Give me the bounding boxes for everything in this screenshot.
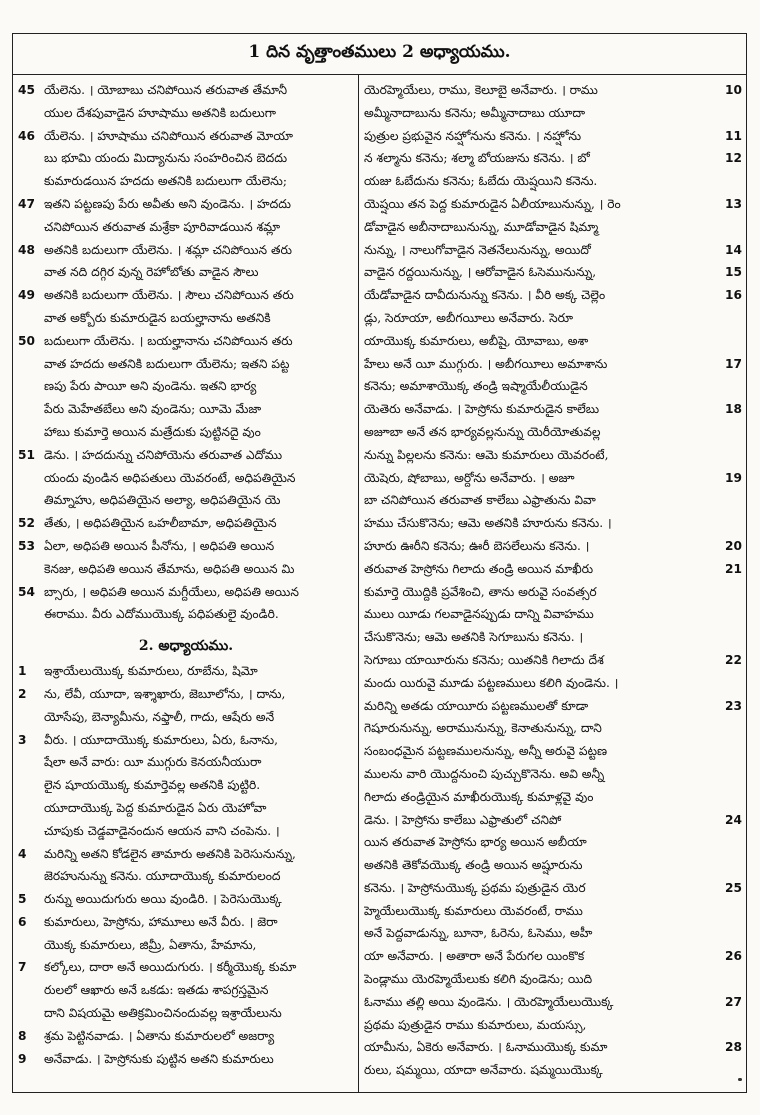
verse-line xyxy=(18,330,354,353)
verse-number xyxy=(18,774,40,797)
verse-line xyxy=(18,421,354,444)
verse-text: వీరు. । యూదాయొక్క కుమారులు, ఏరు, ఓనాను, xyxy=(44,732,278,747)
verse-line xyxy=(364,1059,742,1082)
verse-number: 22 xyxy=(725,652,742,667)
verse-text: పేరు మెహేతబేలు అని వుండెను; యీమె మేజా xyxy=(44,402,262,417)
verse-number xyxy=(18,797,40,820)
verse-number: 54 xyxy=(18,584,35,599)
verse-number xyxy=(722,512,742,535)
verse-text: యా అనేవారు. । అతారా అనే పేరుగల యింకొక xyxy=(364,949,585,964)
verse-number xyxy=(722,421,742,444)
verse-number: 15 xyxy=(725,265,742,280)
verse-text: డోవాడైన అబీనాదాబునున్ను, మూడోవాడైన షిమ్మా xyxy=(364,219,599,234)
verse-line xyxy=(18,125,354,148)
verse-number xyxy=(18,489,40,512)
verse-line xyxy=(364,467,742,490)
verse-number xyxy=(18,375,40,398)
verse-text: ఏలా, అధిపతి అయిన పీనోను, । అధిపతి అయిన xyxy=(44,538,275,553)
verse-text: కనెను. । హెస్రోనుయొక్క ప్రథమ పుత్రుడైన యెర xyxy=(364,880,586,895)
verse-number xyxy=(18,398,40,421)
verse-number xyxy=(722,216,742,239)
verse-line xyxy=(18,603,354,626)
verse-line xyxy=(364,239,742,262)
verse-line xyxy=(18,512,354,535)
left-column xyxy=(18,79,354,1089)
verse-number: 46 xyxy=(18,128,35,143)
verse-number xyxy=(722,672,742,695)
verse-line xyxy=(18,683,354,706)
verse-text: డెను. । హదదున్ను చనిపోయెను తరువాత ఎదోము xyxy=(44,447,283,462)
verse-line xyxy=(364,170,742,193)
verse-text: కుమార్తె యొద్దికి ప్రవేశించి, తాను అరువై సంవత్సర xyxy=(364,584,597,599)
verse-number xyxy=(18,307,40,330)
verse-number xyxy=(722,717,742,740)
verse-number xyxy=(722,444,742,467)
verse-text: చేసుకొనెను; ఆమె అతనికి సెగూబును కనెను. । xyxy=(364,630,584,645)
verse-number: 10 xyxy=(725,83,742,97)
verse-text: గిలాదు తండ్రియైన మాఖీరుయొక్క కుమాళ్లవై వుం xyxy=(364,789,594,804)
verse-line xyxy=(364,535,742,558)
verse-text: అనే పెద్దవాడున్ను, బూనా, ఓరెను, ఓసెము, అహీ xyxy=(364,926,593,941)
verse-text: దాని విషయమై అతిక్రమించినందువల్ల ఇశ్రాయేలును xyxy=(44,1006,282,1021)
verse-text: ఇశ్రాయేలుయొక్క కుమారులు, రూబేను, షిమో xyxy=(44,664,258,679)
verse-number: 23 xyxy=(725,698,742,713)
verse-line xyxy=(364,831,742,854)
verse-text: వాడైన రద్దయినున్ను, । ఆరోవాడైన ఓసెమునున్ను, xyxy=(364,265,597,280)
verse-number: 17 xyxy=(725,356,742,371)
verse-number: 1 xyxy=(18,664,27,679)
verse-line xyxy=(18,1048,354,1071)
verse-text: వాత నది దగ్గిర వున్న రెహోబోతు వాడైన సౌలు xyxy=(44,265,259,280)
verse-number xyxy=(18,467,40,490)
verse-text: వాత హదదు అతనికి బదులుగా యేలెను; ఇతని పట్ట xyxy=(44,356,290,371)
verse-text: గెషూరునున్ను, అరామునున్ను, కెనాతునున్ను, దాని xyxy=(364,721,602,736)
verse-text: సంబంధమైన పట్టణములనున్ను, అన్నీ అరువై పట్టణ xyxy=(364,744,608,759)
verse-number: 13 xyxy=(725,196,742,211)
verse-line xyxy=(18,353,354,376)
verse-text: అతనికి బదులుగా యేలెను. । శమ్లా చనిపోయిన తరు xyxy=(44,242,292,257)
verse-number xyxy=(18,147,40,170)
verse-line xyxy=(18,581,354,604)
verse-number: 24 xyxy=(725,812,742,827)
verse-text: ను, లేవీ, యూదా, ఇశ్శాఖారు, జెబూలోను, । దాను, xyxy=(44,686,286,701)
verse-line xyxy=(364,102,742,125)
verse-text: పెండ్లాము యెరహ్మెయేలుకు కలిగి వుండెను; యిది xyxy=(364,972,593,987)
verse-number: 52 xyxy=(18,516,35,531)
verse-line xyxy=(364,444,742,467)
verse-line xyxy=(18,79,354,102)
verse-text: మందు యిరువై మూడు పట్టణములు కలిగి వుండెను. । xyxy=(364,675,619,690)
verse-text: నున్ను పిల్లలను కనెను: ఆమె కుమారులు యెవరంటే, xyxy=(364,447,609,462)
verse-number xyxy=(18,979,40,1002)
verse-number xyxy=(722,307,742,330)
verse-line xyxy=(364,307,742,330)
verse-line xyxy=(18,239,354,262)
verse-line xyxy=(364,603,742,626)
verse-line xyxy=(364,717,742,740)
verse-text: మరిన్ని అతని కోడలైన తామారు అతనికి పెరెసునున్ను, xyxy=(44,846,296,861)
verse-line xyxy=(18,102,354,125)
verse-text: అజూబా అనే తన భార్యవల్లనున్ను యెరీయోతువల్ల xyxy=(364,424,601,439)
verse-number: 49 xyxy=(18,288,35,303)
verse-number xyxy=(18,421,40,444)
verse-number xyxy=(722,968,742,991)
verse-number xyxy=(722,603,742,626)
verse-number xyxy=(722,581,742,604)
verse-number: 14 xyxy=(725,242,742,257)
verse-line xyxy=(364,695,742,718)
verse-text: డెను. । హెస్రోను కాలేబు ఎఫ్రాతులో చనిపో xyxy=(364,812,562,827)
verse-line xyxy=(364,193,742,216)
verse-text: అమ్మీనాదాబును కనెను; అమ్మీనాదాబు యూదా xyxy=(364,105,586,120)
verse-text: ఇతని పట్టణపు పేరు అవీతు అని వుండెను. । హదదు xyxy=(44,196,292,211)
verse-text: హము చేసుకొనెను; ఆమె అతనికి హూరును కనెను. । xyxy=(364,516,612,531)
verse-line xyxy=(18,444,354,467)
verse-text: శ్రమ పెట్టినవాడు. । ఏతాను కుమారులలో అజర్యా xyxy=(44,1028,275,1043)
verse-text: యెషెరు, షోబాబు, అర్దోను అనేవారు. । అజూ xyxy=(364,470,575,485)
verse-line xyxy=(18,398,354,421)
verse-number: 20 xyxy=(725,538,742,553)
verse-line xyxy=(18,170,354,193)
verse-line xyxy=(18,797,354,820)
verse-line xyxy=(18,956,354,979)
verse-line xyxy=(18,216,354,239)
verse-line xyxy=(364,581,742,604)
verse-number: 27 xyxy=(725,994,742,1009)
verse-line xyxy=(18,843,354,866)
verse-line xyxy=(364,330,742,353)
verse-number xyxy=(722,626,742,649)
column-divider xyxy=(358,75,359,1093)
verse-line xyxy=(364,877,742,900)
verse-number xyxy=(18,820,40,843)
verse-text: యేలెను. । యోబాబు చనిపోయిన తరువాత తేమానీ xyxy=(44,83,288,97)
verse-line xyxy=(18,261,354,284)
verse-line xyxy=(364,945,742,968)
verse-number: 16 xyxy=(725,288,742,303)
verse-line xyxy=(364,353,742,376)
verse-text: యిన తరువాత హెస్రోను భార్య అయిన అబీయా xyxy=(364,835,587,850)
verse-text: ప్రథమ పుత్రుడైన రాము కుమారులు, మయస్సు, xyxy=(364,1017,587,1032)
verse-text: యూదాయొక్క పెద్ద కుమారుడైన ఏరు యెహోవా xyxy=(44,800,267,815)
verse-number xyxy=(18,558,40,581)
verse-line xyxy=(364,991,742,1014)
verse-number: 48 xyxy=(18,242,35,257)
verse-number xyxy=(722,740,742,763)
right-column xyxy=(364,79,742,1089)
verse-line xyxy=(364,922,742,945)
verse-number xyxy=(18,934,40,957)
chapter-heading: 2. అధ్యాయము. xyxy=(138,638,234,655)
verse-line xyxy=(18,865,354,888)
verse-text: కల్కోలు, దారా అనే అయిదుగురు. । కర్మీయొక్క కుమా xyxy=(44,960,297,975)
verse-text: బ్సారు, । అధిపతి అయిన మగ్దీయేలు, అధిపతి అయిన xyxy=(44,584,299,599)
verse-line xyxy=(364,672,742,695)
verse-line xyxy=(364,79,742,102)
verse-number: 45 xyxy=(18,83,35,97)
verse-line xyxy=(364,375,742,398)
verse-line xyxy=(18,706,354,729)
verse-line xyxy=(364,626,742,649)
verse-number xyxy=(18,261,40,284)
verse-text: ములను వారి యొద్దనుంచి పుచ్చుకొనెను. అవి అన్నీ xyxy=(364,766,605,781)
verse-text: తిమ్నాహు, అధిపతియైన అల్యా, అధిపతియైన యె xyxy=(44,493,281,508)
verse-line xyxy=(364,968,742,991)
verse-number: 26 xyxy=(725,949,742,964)
verse-number xyxy=(722,330,742,353)
verse-number: 28 xyxy=(725,1040,742,1055)
verse-line xyxy=(18,1025,354,1048)
verse-line xyxy=(364,900,742,923)
verse-number xyxy=(18,353,40,376)
verse-number xyxy=(18,751,40,774)
verse-line xyxy=(364,786,742,809)
verse-line xyxy=(364,398,742,421)
verse-line xyxy=(364,649,742,672)
verse-number xyxy=(18,1002,40,1025)
verse-text: యామీను, ఏకెరు అనేవారు. । ఓనాముయొక్క కుమా xyxy=(364,1040,608,1055)
verse-line xyxy=(364,261,742,284)
verse-line xyxy=(18,888,354,911)
verse-text: లైన షూయయొక్క కుమార్తెవల్ల అతనికి పుట్టిరి. xyxy=(44,778,261,793)
verse-line xyxy=(364,854,742,877)
verse-line xyxy=(18,467,354,490)
verse-text: డ్లు, సెరూయా, అబీగయీలు అనేవారు. సెరూ xyxy=(364,310,574,325)
verse-text: పుత్రుల ప్రభువైన నహ్షోనును కనెను. । నహ్షోను xyxy=(364,128,582,143)
verse-text: కుమారుడయిన హదదు అతనికి బదులుగా యేలెను; xyxy=(44,174,287,189)
verse-line xyxy=(18,489,354,512)
verse-line xyxy=(18,375,354,398)
verse-text: ఈరాము. వీరు ఎదోముయొక్క పధిపతులై వుండిరి. xyxy=(44,607,279,622)
verse-line xyxy=(18,660,354,683)
verse-line xyxy=(18,774,354,797)
verse-number: 12 xyxy=(725,151,742,166)
verse-text: చూపుకు చెడ్డవాడైనందున ఆయన వాని చంపెను. । xyxy=(44,823,280,838)
verse-text: హూరు ఊరీని కనెను; ఊరీ బెసలేలును కనెను. । xyxy=(364,538,590,553)
verse-text: అనేవాడు. । హెస్రోనుకు పుట్టిన అతని కుమారులు xyxy=(44,1051,274,1066)
verse-text: రులు, షమ్మయి, యాదా అనేవారు. షమ్మయియొక్క xyxy=(364,1063,603,1078)
verse-text: యెరహ్మెయేలు, రాము, కెలూబై అనేవారు. । రాము xyxy=(364,83,598,97)
verse-text: కనెను; అమాశాయొక్క తండ్రి ఇష్మాయేలీయుడైన xyxy=(364,379,588,394)
verse-text: యెష్షయి తన పెద్ద కుమారుడైన ఏలీయాబునున్ను, । రెం xyxy=(364,196,621,211)
verse-number xyxy=(722,922,742,945)
verse-number: 11 xyxy=(725,128,742,143)
verse-line xyxy=(364,763,742,786)
verse-text: యుల దేశపువాడైన హూషాము అతనికి బదులుగా xyxy=(44,105,276,120)
verse-number: 50 xyxy=(18,333,35,348)
verse-line xyxy=(364,512,742,535)
verse-text: హేలు అనే యీ ముగ్గురు. । అబీగయీలు అమాశాను xyxy=(364,356,608,371)
verse-text: యేలెను. । హూషాము చనిపోయిన తరువాత మోయా xyxy=(44,128,293,143)
verse-text: జెరహునున్ను కనెను. యూదాయొక్క కుమారులంద xyxy=(44,869,281,884)
verse-number: 51 xyxy=(18,447,35,462)
verse-text: చనిపోయిన తరువాత మశ్రేకా పూరివాడయిన శమ్లా xyxy=(44,219,281,234)
verse-line xyxy=(18,1002,354,1025)
verse-text: న శల్మాను కనెను; శల్మా బోయజును కనెను. । బో xyxy=(364,151,590,166)
verse-line xyxy=(364,489,742,512)
verse-line xyxy=(18,558,354,581)
verse-number: 25 xyxy=(725,880,742,895)
verse-text: ణపు పేరు పాయీ అని వుండెను. ఇతని భార్య xyxy=(44,379,257,394)
verse-line xyxy=(18,307,354,330)
verse-number xyxy=(18,170,40,193)
verse-number: 53 xyxy=(18,538,35,553)
verse-number: 3 xyxy=(18,732,27,747)
verse-text: యాయొక్క కుమారులు, అబీషై, యోవాబు, అశా xyxy=(364,333,589,348)
verse-text: యజు ఓబేదును కనెను; ఓబేదు యెష్షయిని కనెను. xyxy=(364,174,598,189)
verse-line xyxy=(364,125,742,148)
verse-number xyxy=(722,900,742,923)
verse-text: కెనజు, అధిపతి అయిన తేమాను, అధిపతి అయిన మి xyxy=(44,561,295,576)
verse-text: బదులుగా యేలెను. । బయల్హానాను చనిపోయిన తరు xyxy=(44,333,293,348)
verse-line xyxy=(18,934,354,957)
verse-line xyxy=(18,911,354,934)
verse-number xyxy=(18,603,40,626)
verse-number: 47 xyxy=(18,196,35,211)
verse-number xyxy=(18,102,40,125)
verse-text: ఓనాము తల్లి అయి వుండెను. । యెరహ్మెయేలుయొక్క xyxy=(364,994,614,1009)
verse-text: కుమారులు, హెస్రోను, హామూలు అనే వీరు. । జెరా xyxy=(44,914,278,929)
verse-text: రులలో ఆఖారు అనే ఒకడు: ఇతడు శాపగ్రస్తమైన xyxy=(44,983,269,998)
verse-number xyxy=(722,1014,742,1037)
verse-line xyxy=(18,729,354,752)
verse-line xyxy=(364,1014,742,1037)
verse-text: తరువాత హెస్రోను గిలాదు తండ్రి అయిన మాఖీరు xyxy=(364,561,594,576)
verse-number xyxy=(18,865,40,888)
verse-line xyxy=(18,284,354,307)
verse-text: రున్ను అయిదుగురు అయి వుండిరి. । పెరెసుయొక్క xyxy=(44,892,282,907)
verse-number xyxy=(722,786,742,809)
verse-text: యెతెరు అనేవాడు. । హెస్రోను కుమారుడైన కాలేబు xyxy=(364,402,600,417)
verse-number xyxy=(18,706,40,729)
verse-line xyxy=(364,740,742,763)
verse-line xyxy=(18,147,354,170)
verse-text: బా చనిపోయిన తరువాత కాలేబు ఎఫ్రాతును వివా xyxy=(364,493,596,508)
verse-number: 5 xyxy=(18,892,27,907)
verse-text: అతనికి తెకోవయొక్క తండ్రి అయిన అష్షూరును xyxy=(364,858,583,873)
verse-number xyxy=(722,831,742,854)
verse-number xyxy=(722,763,742,786)
verse-line xyxy=(18,979,354,1002)
verse-text: యోసేపు, బెన్యామీను, నఫ్తాలీ, గాదు, ఆషేరు అనే xyxy=(44,709,275,724)
verse-line xyxy=(18,751,354,774)
verse-text: హ్మెయేలుయొక్క కుమారులు యెవరంటే, రాము xyxy=(364,903,583,918)
verse-number xyxy=(18,216,40,239)
verse-text: యొక్క కుమారులు, జిమ్రీ, ఏతాను, హేమాను, xyxy=(44,937,257,952)
verse-text: అతనికి బదులుగా యేలెను. । సౌలు చనిపోయిన తరు xyxy=(44,288,294,303)
verse-line xyxy=(18,535,354,558)
verse-number: 18 xyxy=(725,402,742,417)
verse-number xyxy=(722,375,742,398)
verse-number xyxy=(722,102,742,125)
verse-text: యేడోవాడైన దావీదునున్ను కనెను. । వీరి అక్క చెల్లెం xyxy=(364,288,606,303)
verse-text: షేలా అనే వారు: యీ ముగ్గురు కెనయనీయురా xyxy=(44,755,262,770)
verse-text: తేతు, । అధిపతియైన ఒహలీబామా, అధిపతియైన xyxy=(44,516,277,531)
verse-number: 21 xyxy=(725,561,742,576)
verse-text: సెగూబు యాయీరును కనెను; యితనికి గిలాదు దేశ xyxy=(364,652,604,667)
verse-number: 2 xyxy=(18,686,27,701)
verse-text: హాబు కుమార్తె అయిన మత్రేదుకు పుట్టినదై వుం xyxy=(44,424,261,439)
verse-number: 8 xyxy=(18,1028,27,1043)
verse-number: 19 xyxy=(725,470,742,485)
ink-speck xyxy=(738,1078,742,1081)
verse-line xyxy=(364,1036,742,1059)
verse-line xyxy=(364,284,742,307)
verse-line xyxy=(364,216,742,239)
verse-line xyxy=(364,147,742,170)
verse-number xyxy=(722,854,742,877)
verse-text: మరిన్ని అతడు యాయీరు పట్టణములతో కూడా xyxy=(364,698,589,713)
verse-text: నున్ను, । నాలుగోవాడైన నెతనేలునున్ను, అయిదో xyxy=(364,242,591,257)
verse-text: యందు వుండిన అధిపతులు యెవరంటే, అధిపతియైన xyxy=(44,470,296,485)
verse-number: 7 xyxy=(18,960,27,975)
page-title: 1 దిన వృత్తాంతములు 2 అధ్యాయము. xyxy=(12,33,747,75)
verse-line xyxy=(18,820,354,843)
verse-line xyxy=(364,558,742,581)
verse-number: 9 xyxy=(18,1051,27,1066)
verse-number: 6 xyxy=(18,914,27,929)
verse-text: బు భూమి యందు మిద్యానును సంహరించిన బెదదు xyxy=(44,151,288,166)
verse-line xyxy=(18,193,354,216)
verse-line xyxy=(364,421,742,444)
verse-number xyxy=(722,489,742,512)
verse-text: వాత అక్బోరు కుమారుడైన బయల్హానాను అతనికి xyxy=(44,310,271,325)
verse-number: 4 xyxy=(18,846,27,861)
verse-text: ములు యీడు గలవాడైనప్పుడు దాన్ని వివాహము xyxy=(364,607,594,622)
verse-number xyxy=(722,170,742,193)
verse-line xyxy=(364,809,742,832)
